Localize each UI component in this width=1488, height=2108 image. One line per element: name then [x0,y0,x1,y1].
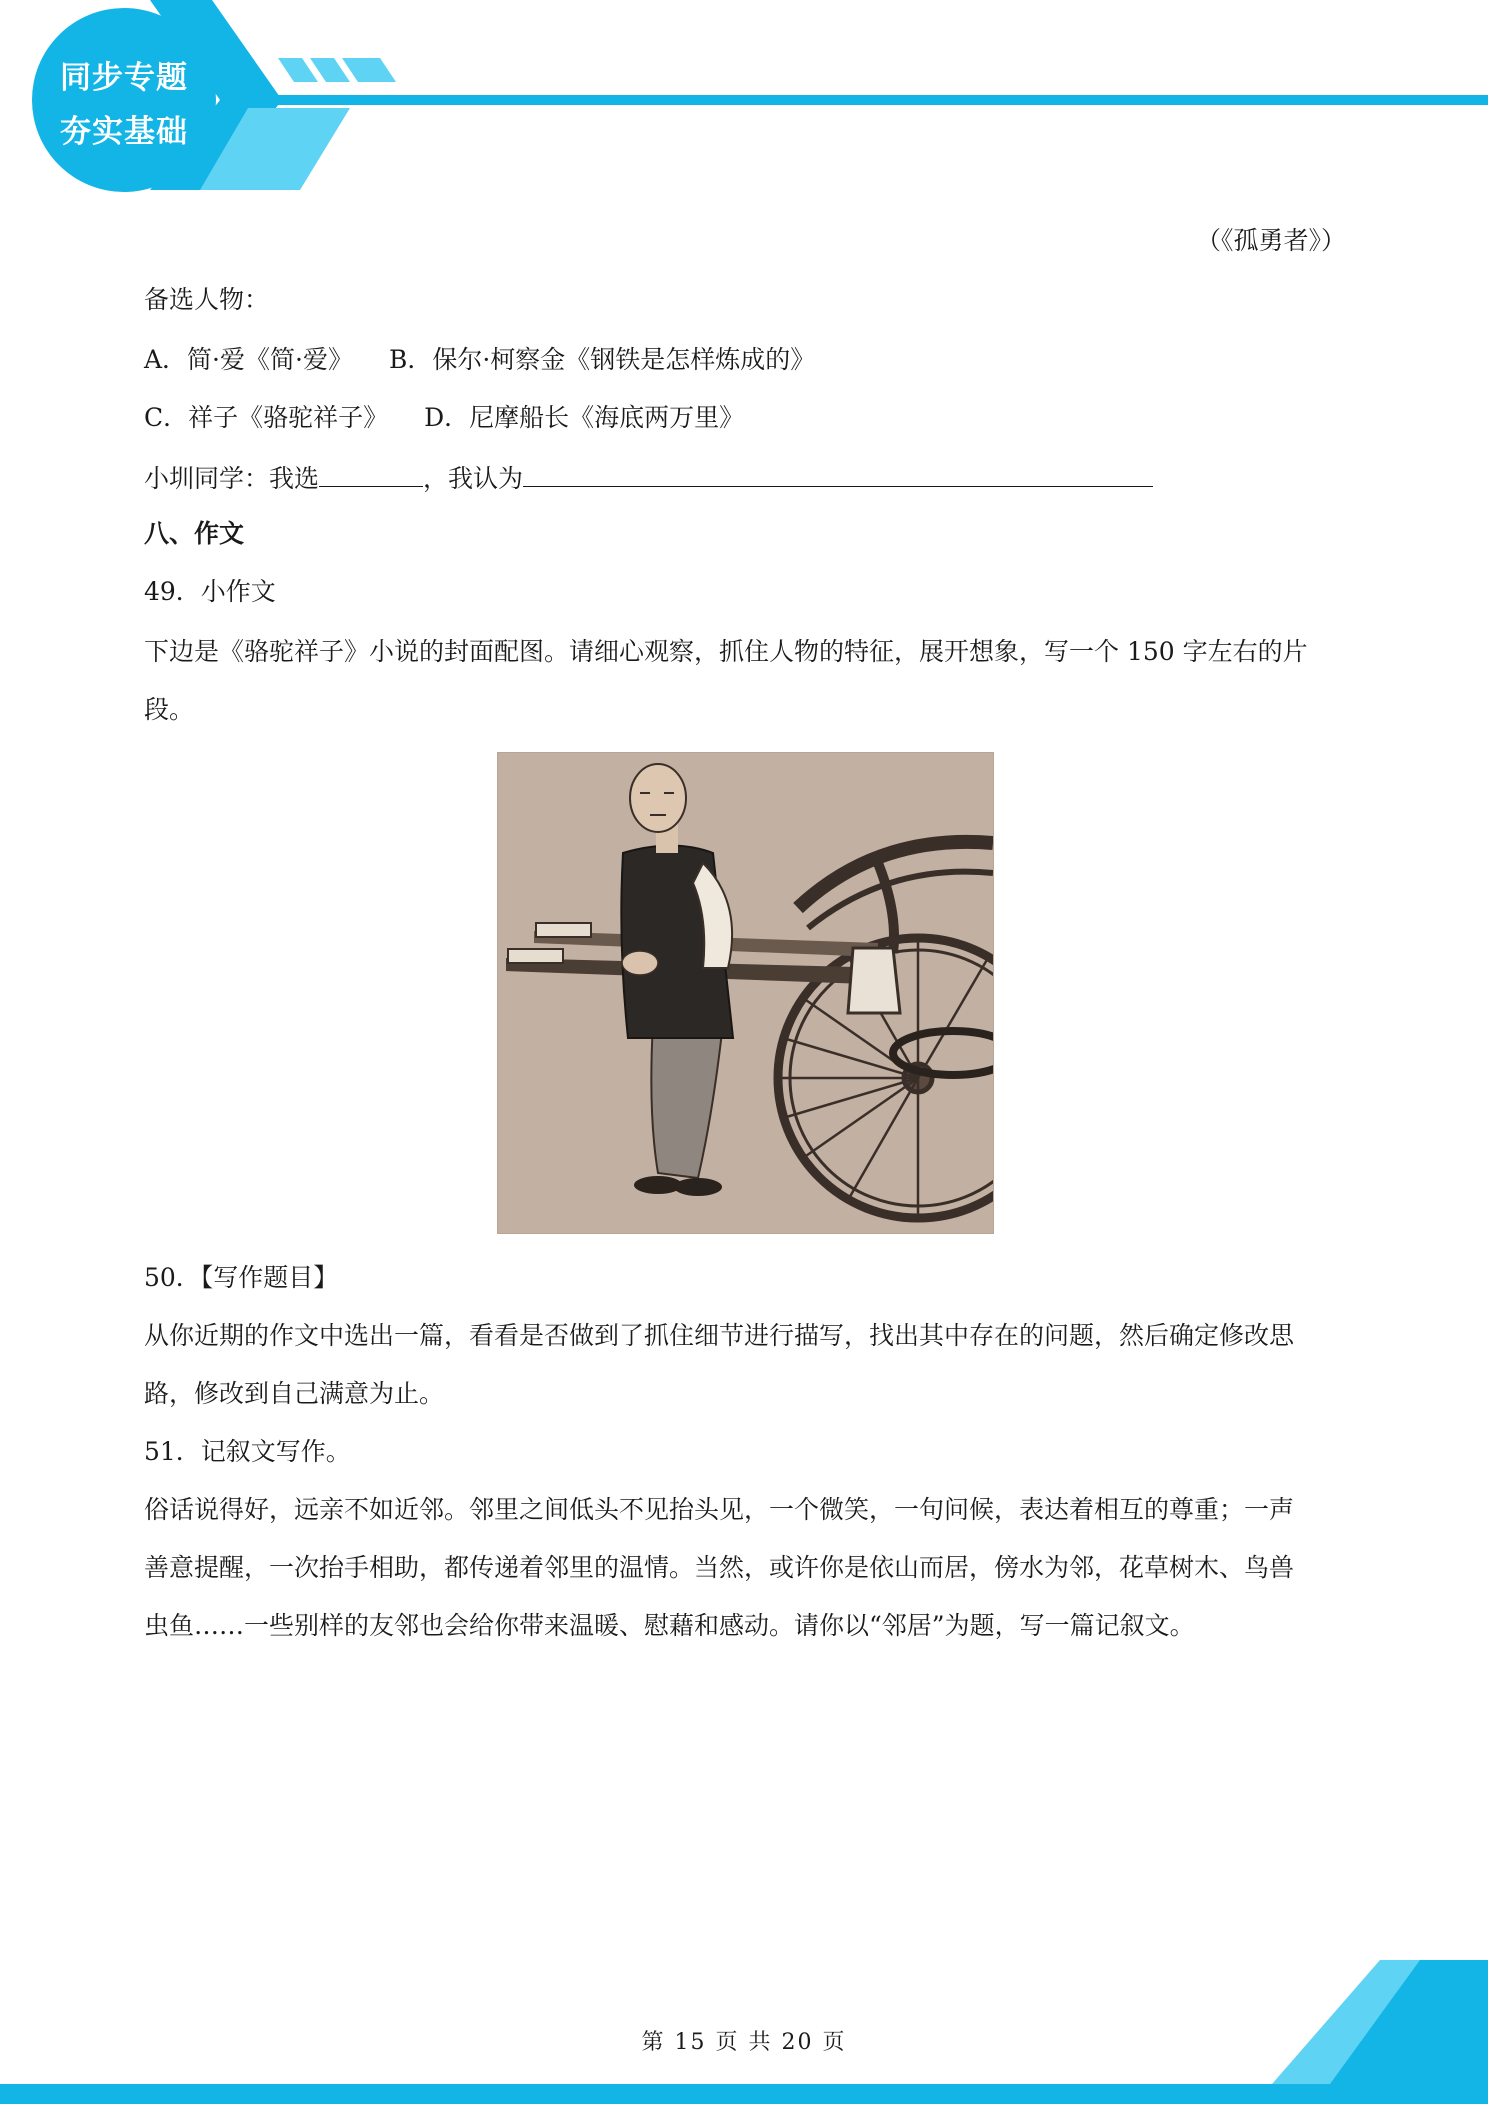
q50-text-line2: 路，修改到自己满意为止。 [144,1379,445,1408]
q51-text-line1: 俗话说得好，远亲不如近邻。邻里之间低头不见抬头见，一个微笑，一句问候，表达着相互的尊重；一声 [144,1495,1295,1524]
student-mid: ，我认为 [423,464,524,493]
q50-title: 50．【写作题目】 [144,1263,339,1292]
badge-title-line2: 夯实基础 [60,114,188,150]
options-row-ab [144,344,815,376]
student-prefix: 小圳同学：我选 [144,464,320,493]
options-row-cd [144,402,744,434]
source-note: （《孤勇者》） [1195,226,1346,255]
page-header [0,0,1488,200]
reason-blank[interactable] [523,460,1153,487]
section-eight-heading: 八、作文 [144,519,245,548]
student-answer-line [144,460,1153,495]
option-d: D．尼摩船长《海底两万里》 [424,403,745,432]
q49-title: 49．小作文 [144,577,276,606]
q49-text-line1: 下边是《骆驼祥子》小说的封面配图。请细心观察，抓住人物的特征，展开想象，写一个 150 字左右的片 [144,637,1308,666]
header-decoration [0,0,1488,200]
q51-title: 51．记叙文写作。 [144,1437,351,1466]
candidates-label: 备选人物： [144,285,270,314]
q50-text-line1: 从你近期的作文中选出一篇，看看是否做到了抓住细节进行描写，找出其中存在的问题，然后确定修改思 [144,1321,1295,1350]
rickshaw-puller-illustration [497,752,994,1234]
option-b: B．保尔·柯察金《钢铁是怎样炼成的》 [388,345,816,374]
rickshaw-drawing [498,753,993,1233]
choice-blank[interactable] [319,460,423,487]
page-indicator: 第 15 页 共 20 页 [641,2030,847,2055]
q49-text-line2: 段。 [144,695,195,724]
badge-title-line1: 同步专题 [60,60,188,96]
footer-bar [0,2084,1488,2104]
q51-text-line3: 虫鱼……一些别样的友邻也会给你带来温暖、慰藉和感动。请你以“邻居”为题，写一篇记叙文。 [144,1611,1195,1640]
option-a: A．简·爱《简·爱》 [144,345,353,374]
option-c: C．祥子《骆驼祥子》 [144,403,389,432]
q51-text-line2: 善意提醒，一次抬手相助，都传递着邻里的温情。当然，或许你是依山而居，傍水为邻，花草树木、鸟兽 [144,1553,1295,1582]
